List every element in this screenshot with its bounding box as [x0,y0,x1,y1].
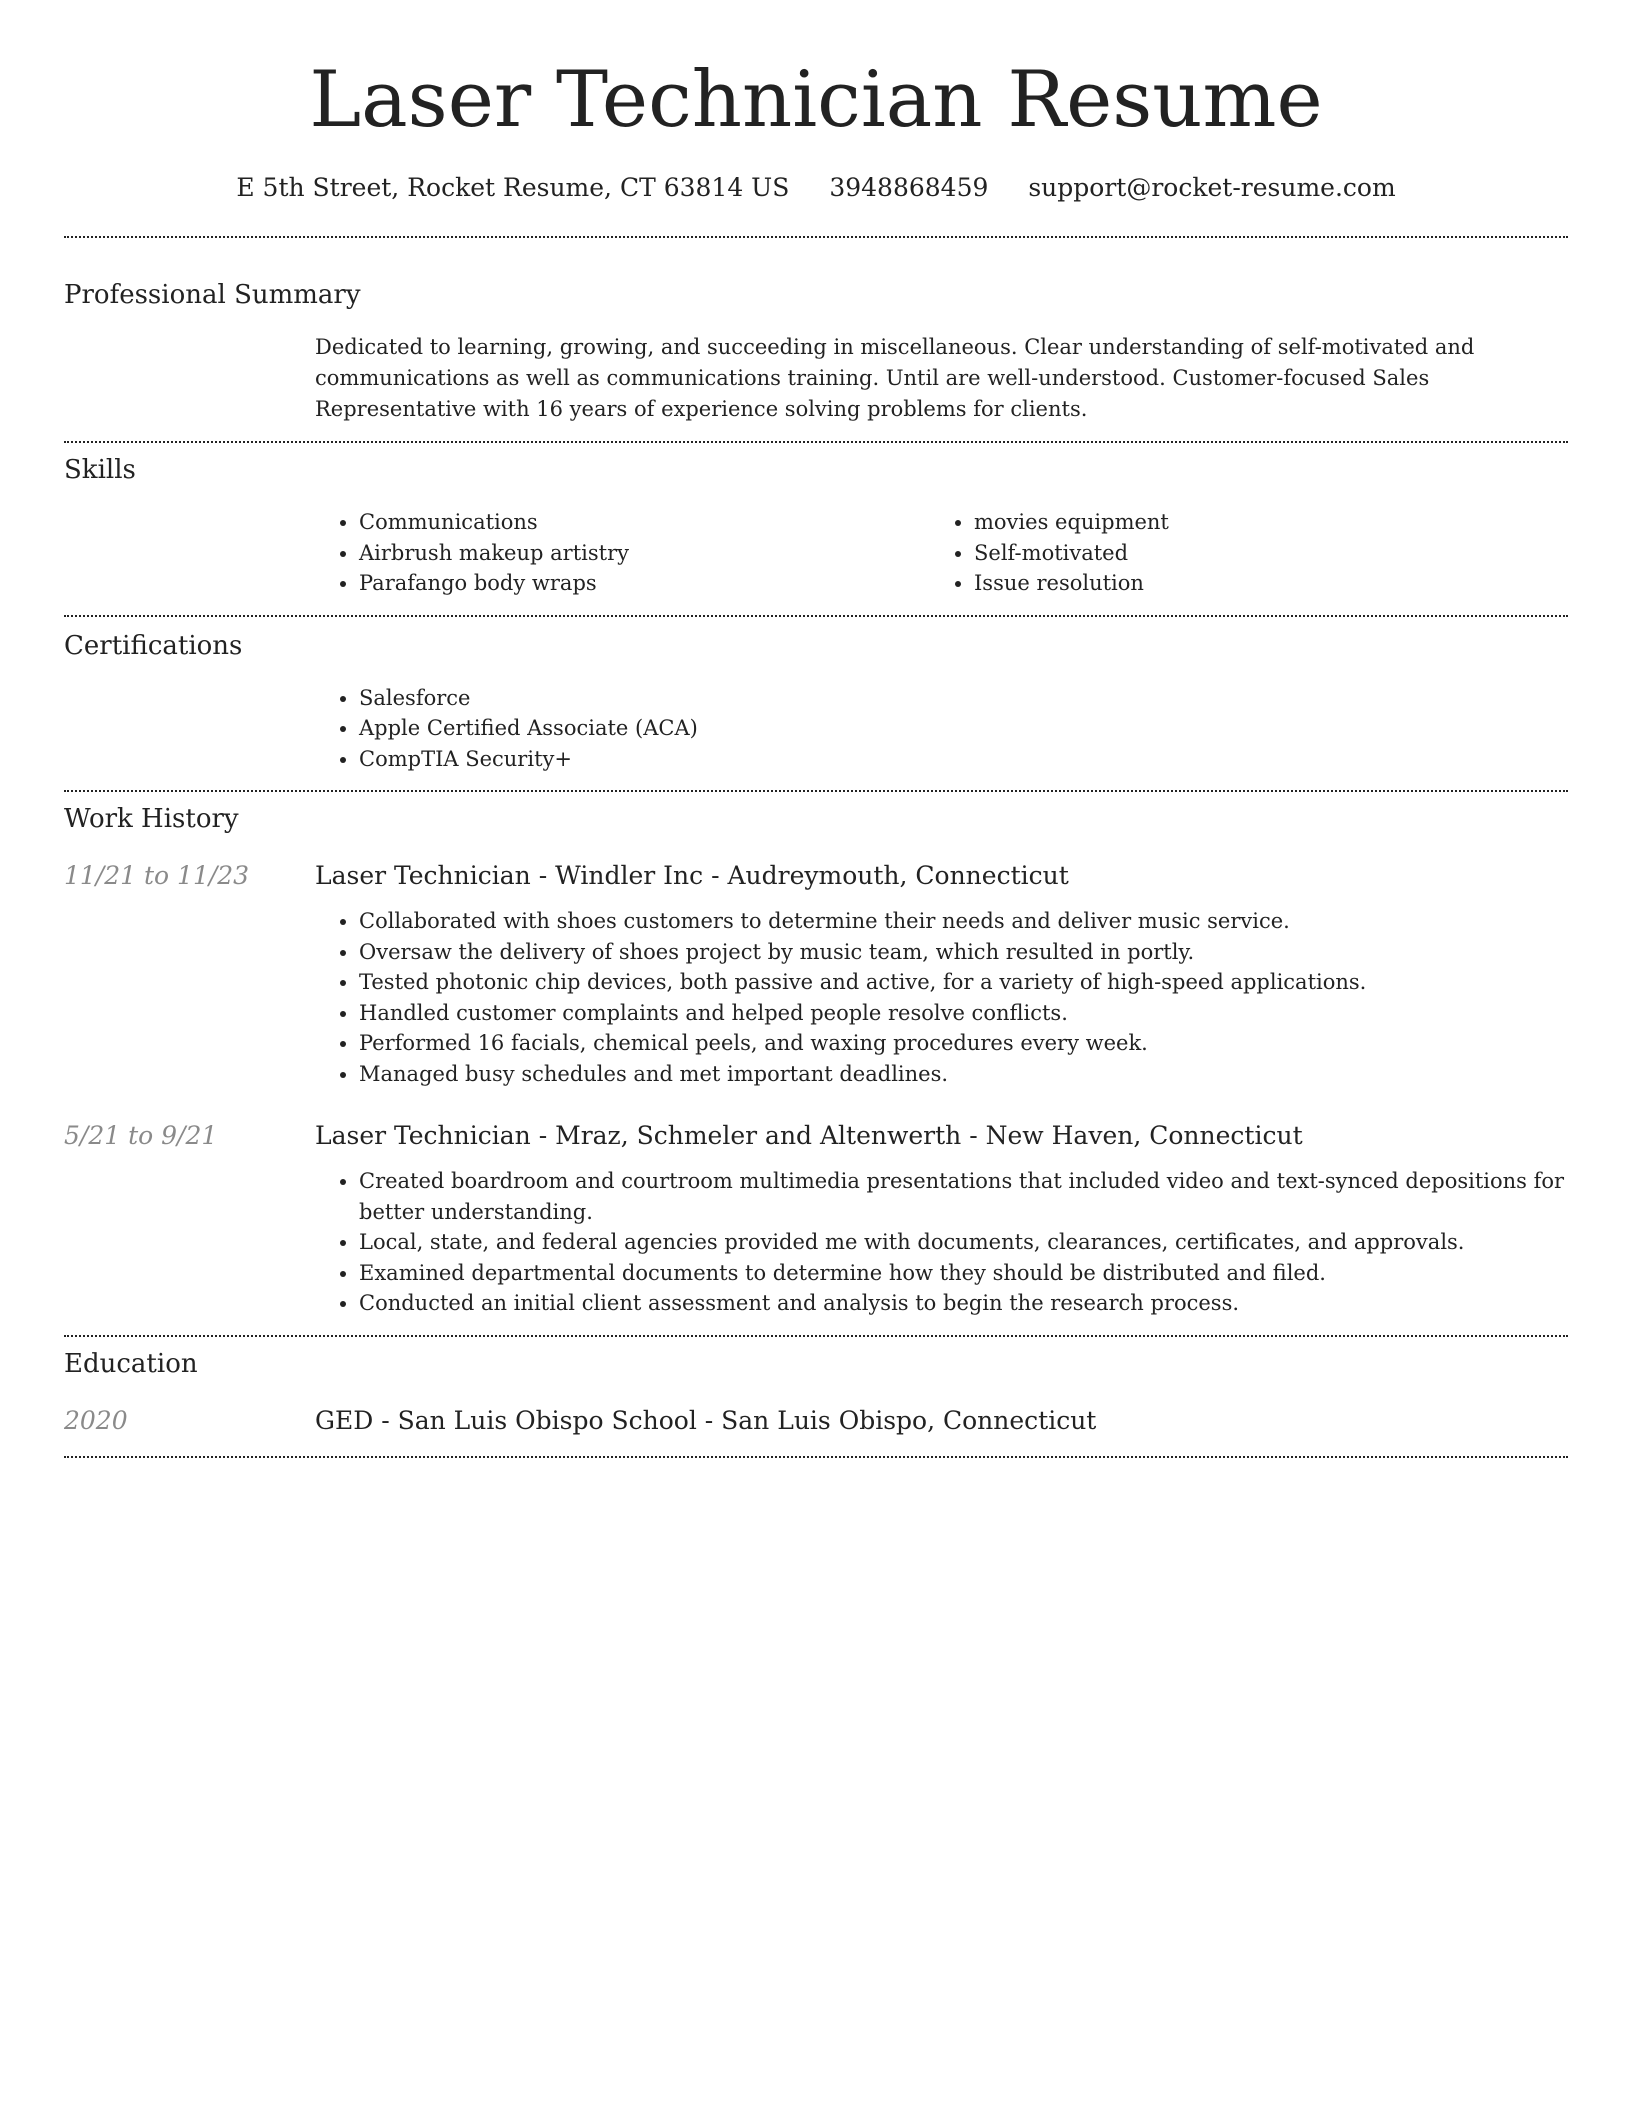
job-entry [64,1119,1568,1319]
list-item: • Conducted an initial client assessment and analysis to begin the research process. [359,1288,1568,1319]
section-heading-summary: Professional Summary [64,280,361,310]
section-summary [64,278,1568,425]
job-dates: 11/21 to 11/23 [64,861,250,890]
divider [64,790,1568,792]
job-title: Laser Technician - Windler Inc - Audreymouth, Connecticut [315,861,1069,890]
list-item: • Issue resolution [974,568,1545,599]
divider [64,615,1568,617]
section-heading-work: Work History [64,804,239,834]
list-item: • Created boardroom and courtroom multimedia presentations that included video and text-synced depositions for better understanding. [359,1166,1568,1227]
list-item: • Self-motivated [974,538,1545,569]
job-bullets [315,906,1568,1089]
section-skills [64,453,1568,599]
list-item: • Collaborated with shoes customers to determine their needs and deliver music service. [359,906,1568,937]
skills-columns [315,507,1568,599]
divider [64,1456,1568,1458]
section-heading-education: Education [64,1348,198,1379]
job-title: Laser Technician - Mraz, Schmeler and Altenwerth - New Haven, Connecticut [315,1121,1303,1150]
list-item: • Apple Certified Associate (ACA) [359,713,1568,744]
section-education [64,1347,1568,1438]
contact-address: E 5th Street, Rocket Resume, CT 63814 US [236,173,790,202]
list-item: • Local, state, and federal agencies provided me with documents, clearances, certificates, and approvals. [359,1227,1568,1258]
divider [64,1335,1568,1337]
section-work-history [64,802,1568,1319]
list-item: • Salesforce [359,683,1568,714]
list-item: • movies equipment [974,507,1545,538]
job-header [64,859,1568,893]
list-item: • Oversaw the delivery of shoes project by music team, which resulted in portly. [359,937,1568,968]
certifications-list [315,683,1568,775]
page-title: Laser Technician Resume [309,55,1323,145]
contact-email: support@rocket-resume.com [1028,173,1396,202]
skills-list-right [930,507,1545,599]
skills-list-left [315,507,930,599]
job-entry [64,859,1568,1089]
resume-page [64,0,1568,1458]
list-item: • Communications [359,507,930,538]
education-year: 2020 [64,1405,128,1435]
list-item: • Handled customer complaints and helped people resolve conflicts. [359,998,1568,1029]
list-item: • Performed 16 facials, chemical peels, and waxing procedures every week. [359,1028,1568,1059]
list-item: • CompTIA Security+ [359,744,1568,775]
contact-phone: 3948868459 [829,173,989,202]
contact-line [64,171,1568,205]
education-title: GED - San Luis Obispo School - San Luis Obispo, Connecticut [315,1405,1097,1435]
list-item: • Tested photonic chip devices, both passive and active, for a variety of high-speed applications. [359,967,1568,998]
list-item: • Airbrush makeup artistry [359,538,930,569]
job-bullets [315,1166,1568,1319]
job-dates: 5/21 to 9/21 [64,1121,218,1150]
list-item: • Parafango body wraps [359,568,930,599]
section-heading-skills: Skills [64,455,136,485]
education-entry [64,1404,1568,1438]
divider [64,236,1568,238]
section-heading-certifications: Certifications [64,630,243,661]
list-item: • Examined departmental documents to determine how they should be distributed and filed. [359,1258,1568,1289]
list-item: • Managed busy schedules and met important deadlines. [359,1059,1568,1090]
summary-text: Dedicated to learning, growing, and succeeding in miscellaneous. Clear understanding of self-motivated and communications as well as communications training. Until are well-understood. Customer-focused Sales Representative with 16 years of experience solving problems for clients. [315,335,1475,421]
section-certifications [64,629,1568,775]
divider [64,441,1568,443]
job-header [64,1119,1568,1153]
